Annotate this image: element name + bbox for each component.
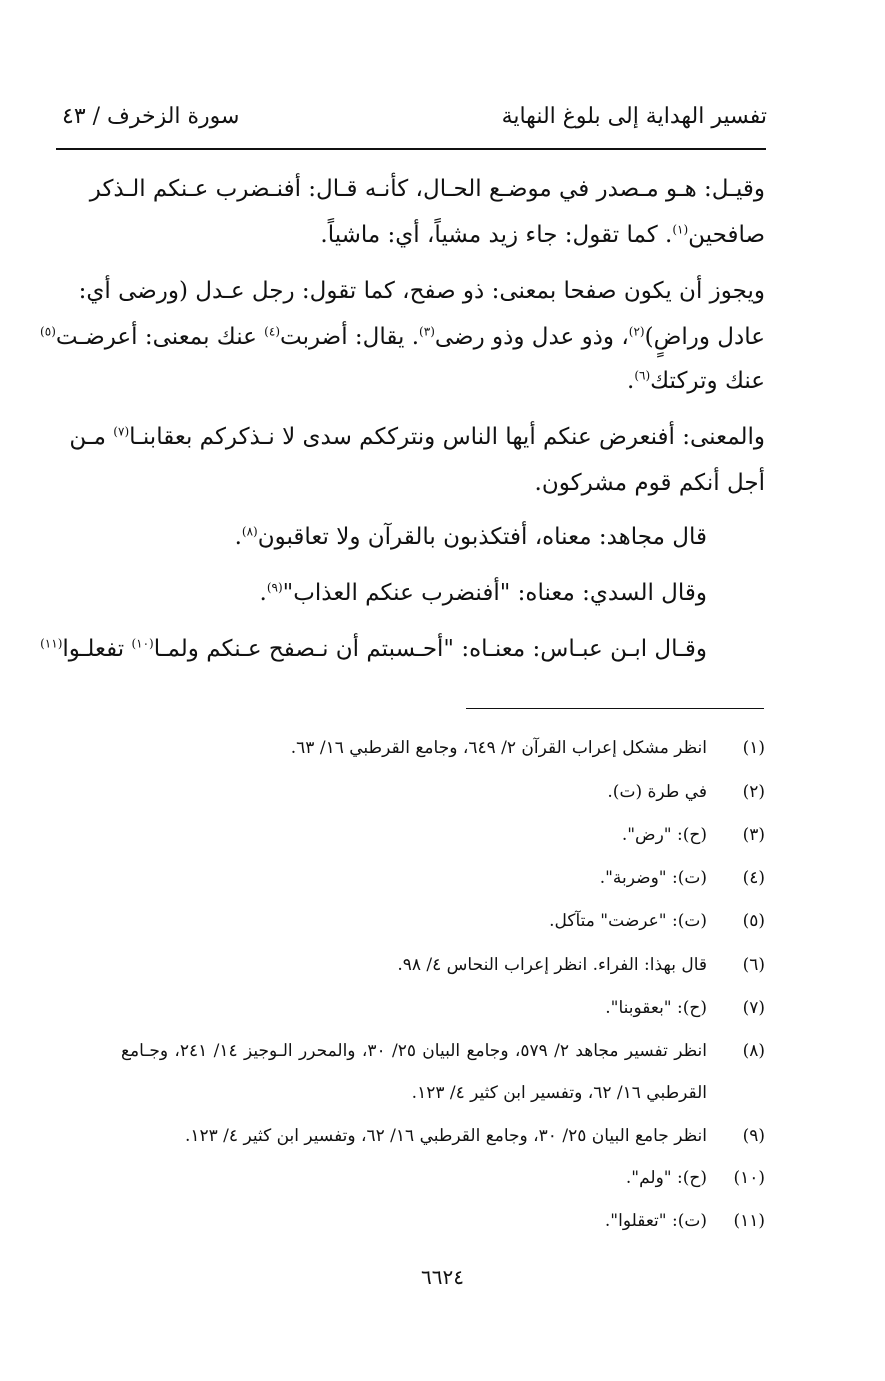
footnote-text: (ت): "وضربة". — [599, 868, 707, 888]
footnote-text: (ت): "تعقلوا". — [604, 1211, 707, 1231]
footnote-text: انظر مشكل إعراب القرآن ٢/ ٦٤٩، وجامع القرطبي ١٦/ ٦٣. — [290, 738, 707, 758]
body-line-6: والمعنى: أفنعرض عنكم أيها الناس ونترككم سدى لا نـذكركم بعقابنـا$^{(٧)}$ مـن — [69, 424, 765, 450]
body-line-9: وقال السدي: معناه: "أفنضرب عنكم العذاب"$^{(٩)}$. — [259, 580, 707, 606]
footnote-text: (ح): "رض". — [621, 825, 707, 845]
footnote-text: (ت): "عرضت" متآكل. — [549, 911, 707, 931]
body-line-4: عادل وراضٍ)$^{(٢)}$، وذو عدل وذو رضى$^{(٣)}$. يقال: أضربت$^{(٤)}$ عنك بمعنى: أعرضـت$^{(٥)}$ — [40, 324, 765, 350]
footnote-text: في طرة (ت). — [607, 782, 707, 802]
footnote-number: (٦) — [742, 955, 765, 975]
footnote-number: (٣) — [742, 825, 765, 845]
footnote-number: (١١) — [733, 1211, 765, 1231]
body-line-8: قال مجاهد: معناه، أفتكذبون بالقرآن ولا تعاقبون$^{(٨)}$. — [234, 524, 707, 550]
footnote-ref: (٨) — [241, 524, 258, 539]
footnote-text: انظر تفسير مجاهد ٢/ ٥٧٩، وجامع البيان ٢٥/ ٣٠، والمحرر الـوجيز ١٤/ ٢٤١، وجـامع — [121, 1041, 707, 1061]
footnote-number: (٤) — [742, 868, 765, 888]
body-line-5: عنك وتركتك$^{(٦)}$. — [627, 368, 765, 394]
footnote-number: (٢) — [742, 782, 765, 802]
footnote-ref: (٥) — [40, 324, 56, 339]
footnote-number: (٥) — [742, 911, 765, 931]
body-line-1: وقيـل: هـو مـصدر في موضـع الحـال، كأنـه قـال: أفنـضرب عـنكم الـذكر — [89, 176, 765, 202]
footnote-text: قال بهذا: الفراء. انظر إعراب النحاس ٤/ ٩٨. — [397, 955, 707, 975]
footnote-ref: (١) — [672, 222, 689, 237]
footnote-ref: (٧) — [113, 424, 130, 439]
footnote-text: (ح): "بعقوبنا". — [605, 998, 707, 1018]
footnote-ref: (٩) — [266, 580, 283, 595]
body-line-10: وقـال ابـن عبـاس: معنـاه: "أحـسبتم أن نـصفح عـنكم ولمـا$^{(١٠)}$ تفعلـوا$^{(١١)}$ — [40, 636, 707, 662]
footnote-ref: (٣) — [419, 324, 435, 339]
body-line-7: أجل أنكم قوم مشركون. — [534, 470, 765, 496]
body-line-2: صافحين$^{(١)}$. كما تقول: جاء زيد مشياً، أي: ماشياً. — [320, 222, 765, 248]
body-line-3: ويجوز أن يكون صفحا بمعنى: ذو صفح، كما تقول: رجل عـدل (ورضى أي: — [78, 278, 765, 304]
footnote-number: (٨) — [742, 1041, 765, 1061]
footnote-number: (٧) — [742, 998, 765, 1018]
footnote-ref: (٦) — [634, 368, 651, 383]
footnote-ref: (١١) — [40, 636, 63, 651]
footnote-ref: (٤) — [264, 324, 280, 339]
surah-title: سورة الزخرف / ٤٣ — [62, 104, 240, 129]
book-title: تفسير الهداية إلى بلوغ النهاية — [501, 104, 767, 129]
footnote-separator — [466, 708, 764, 709]
page-number: ٦٦٢٤ — [421, 1265, 464, 1289]
footnote-number: (١) — [742, 738, 765, 758]
footnote-ref: (١٠) — [131, 636, 154, 651]
footnote-text-continued: القرطبي ١٦/ ٦٢، وتفسير ابن كثير ٤/ ١٢٣. — [411, 1083, 707, 1103]
footnote-ref: (٢) — [628, 324, 645, 339]
footnote-number: (١٠) — [733, 1168, 765, 1188]
footnote-text: انظر جامع البيان ٢٥/ ٣٠، وجامع القرطبي ١٦/ ٦٢، وتفسير ابن كثير ٤/ ١٢٣. — [184, 1126, 707, 1146]
footnote-text: (ح): "ولم". — [625, 1168, 707, 1188]
footnote-number: (٩) — [742, 1126, 765, 1146]
header-rule — [56, 148, 766, 150]
